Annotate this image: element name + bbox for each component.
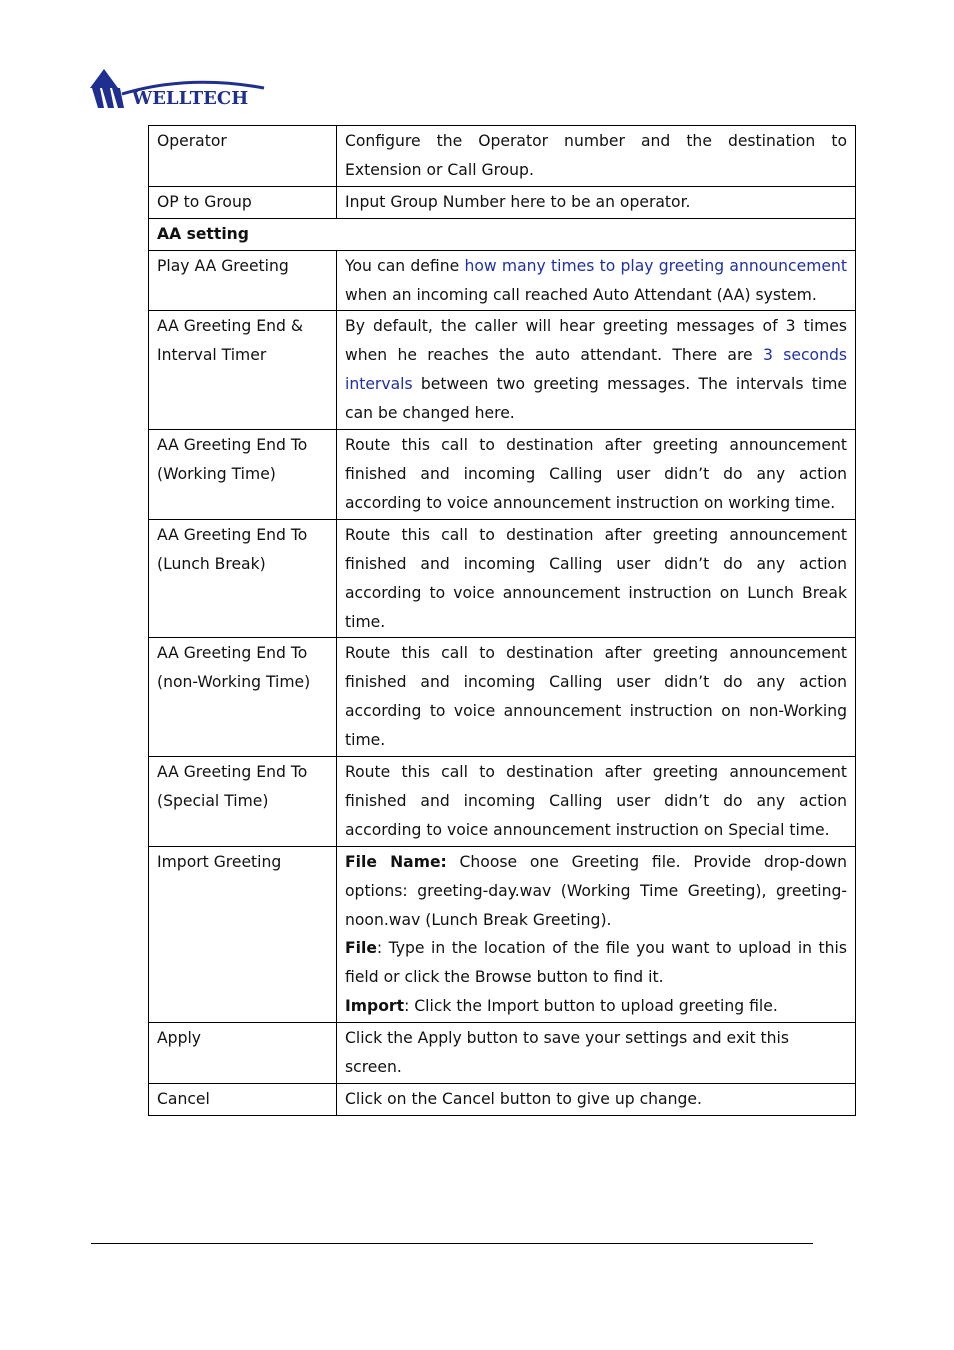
term-line: AA Greeting End To (157, 436, 308, 455)
table-row (149, 638, 856, 757)
row-term (149, 430, 337, 520)
term-line: (Lunch Break) (157, 554, 266, 573)
row-term: OP to Group (149, 186, 337, 218)
term-line: (non-Working Time) (157, 673, 311, 692)
settings-description-table (148, 125, 856, 1116)
table-row (149, 1023, 856, 1084)
section-heading: AA setting (149, 218, 856, 250)
term-line: AA Greeting End To (157, 644, 308, 663)
welltech-logo-mark (88, 66, 268, 110)
item-label: File Name: (345, 852, 447, 871)
table-row (149, 519, 856, 638)
row-term: Apply (149, 1023, 337, 1084)
description-text: between two greeting messages. The intervals time can be changed here. (345, 375, 847, 423)
description-text: You can define (345, 256, 465, 275)
table-row (149, 126, 856, 187)
row-term: Cancel (149, 1084, 337, 1116)
description-text: when an incoming call reached Auto Attendant (AA) system. (345, 285, 817, 304)
import-item-file (345, 934, 847, 992)
table-row (149, 311, 856, 430)
row-term: Import Greeting (149, 846, 337, 1022)
term-line: AA Greeting End To (157, 763, 308, 782)
item-text: Choose one Greeting file. Provide drop-down options: greeting-day.wav (Working Time Greeting), greeting-noon.wav (Lunch Break Greeting). (345, 852, 847, 929)
term-line: (Special Time) (157, 791, 269, 810)
table-row (149, 250, 856, 311)
row-description: Route this call to destination after greeting announcement finished and incoming Calling user didn’t do any action according to voice announcement instruction on non-Working time. (337, 638, 856, 757)
item-label: Import (345, 997, 405, 1016)
item-label: File (345, 939, 377, 958)
row-description: Route this call to destination after greeting announcement finished and incoming Calling user didn’t do any action according to voice announcement instruction on Special time. (337, 757, 856, 847)
item-text: : Click the Import button to upload greeting file. (404, 997, 778, 1016)
row-term (149, 638, 337, 757)
logo-wordmark: WELLTECH (132, 88, 249, 109)
import-item-import (345, 992, 847, 1021)
table-row (149, 846, 856, 1022)
row-term: AA Greeting End & Interval Timer (149, 311, 337, 430)
row-term (149, 519, 337, 638)
row-term (149, 757, 337, 847)
row-term: Play AA Greeting (149, 250, 337, 311)
footer-divider (91, 1243, 813, 1244)
item-text: : Type in the location of the file you want to upload in this field or click the Browse button to find it. (345, 939, 847, 987)
description-text: By default, the caller will hear greeting messages of 3 times when he reaches the auto attendant. There are (345, 317, 847, 365)
term-line: (Working Time) (157, 464, 276, 483)
import-item-file-name (345, 848, 847, 935)
welltech-logo (88, 66, 268, 110)
row-description: Click the Apply button to save your settings and exit this screen. (337, 1023, 856, 1084)
highlighted-text: 3 seconds intervals (345, 346, 848, 394)
table-row (149, 186, 856, 218)
highlighted-text: how many times to play greeting announcement (464, 256, 847, 275)
row-description (337, 311, 856, 430)
table-row (149, 757, 856, 847)
table-row (149, 430, 856, 520)
row-description: Click on the Cancel button to give up change. (337, 1084, 856, 1116)
row-term: Operator (149, 126, 337, 187)
row-description: Input Group Number here to be an operator. (337, 186, 856, 218)
row-description: Configure the Operator number and the destination to Extension or Call Group. (337, 126, 856, 187)
term-line: AA Greeting End To (157, 525, 308, 544)
row-description (337, 250, 856, 311)
table-row (149, 1084, 856, 1116)
section-row (149, 218, 856, 250)
row-description (337, 846, 856, 1022)
row-description: Route this call to destination after greeting announcement finished and incoming Calling user didn’t do any action according to voice announcement instruction on Lunch Break time. (337, 519, 856, 638)
row-description: Route this call to destination after greeting announcement finished and incoming Calling user didn’t do any action according to voice announcement instruction on working time. (337, 430, 856, 520)
